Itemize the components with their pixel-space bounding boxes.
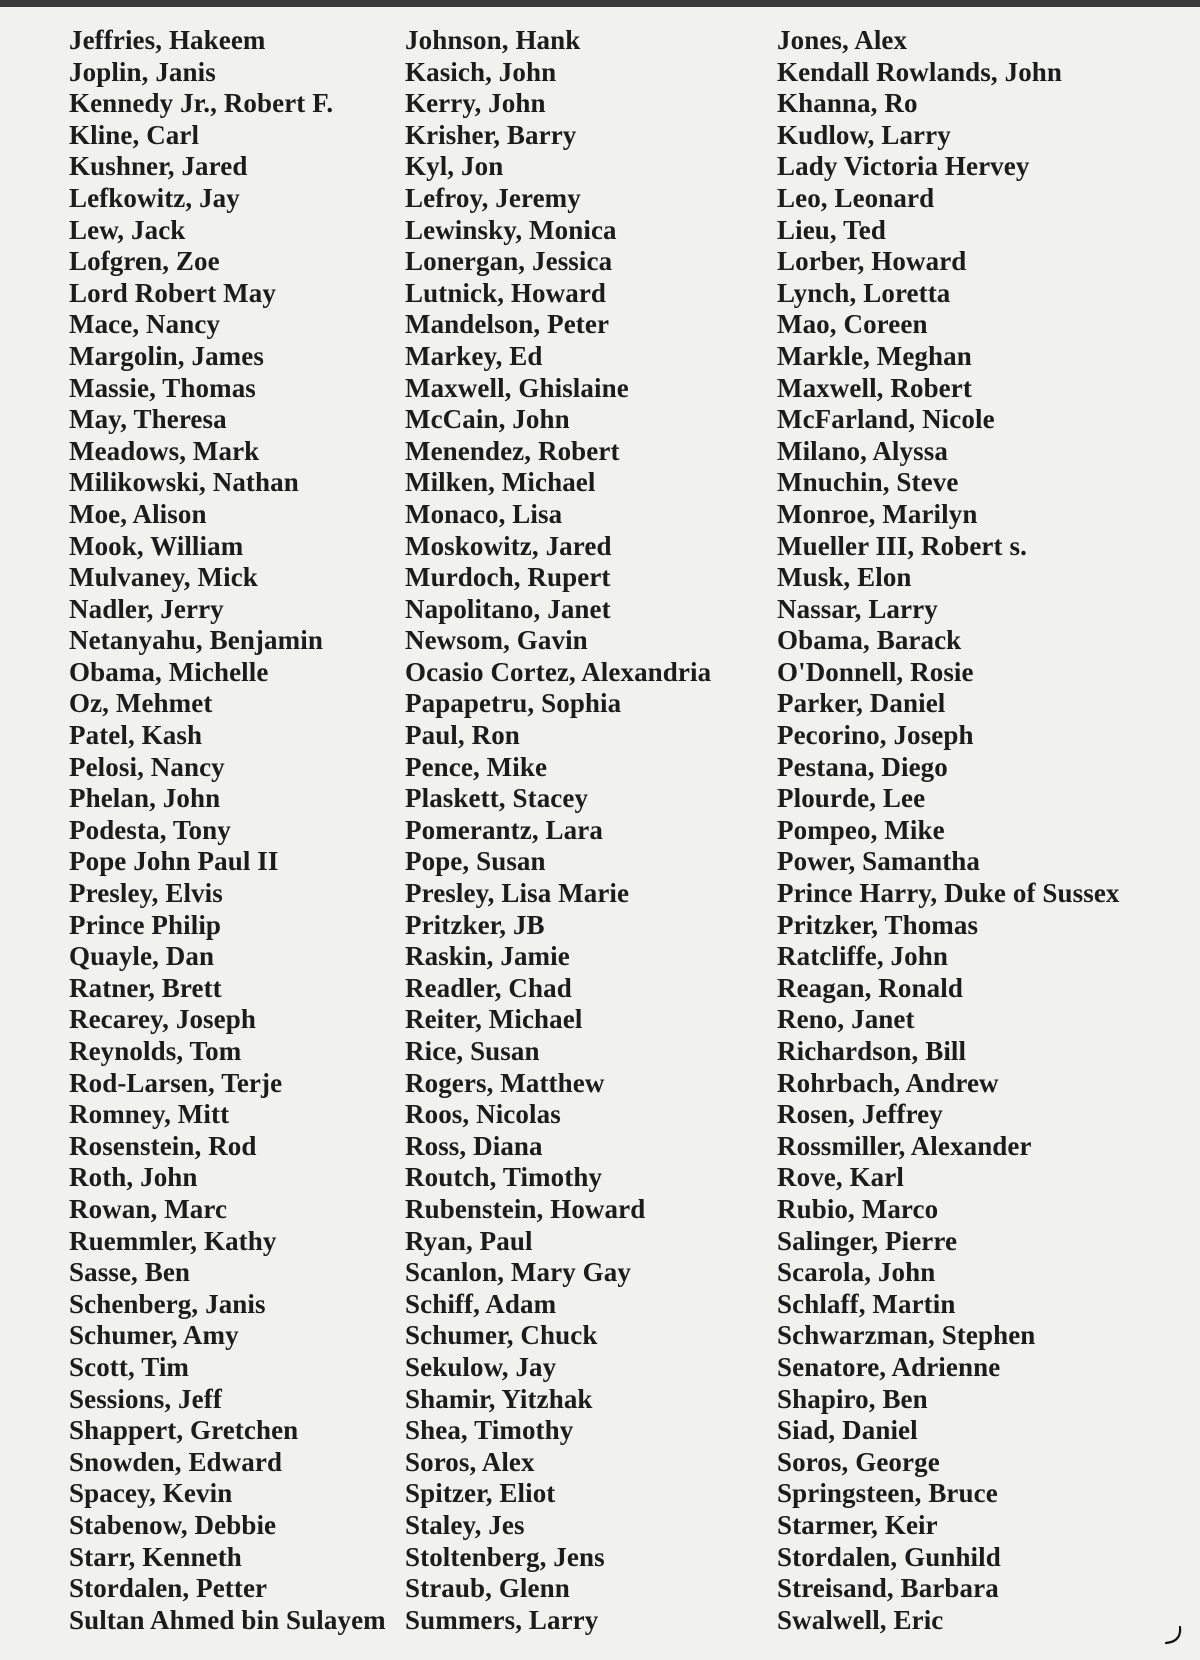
name-entry: Sultan Ahmed bin Sulayem bbox=[69, 1604, 386, 1635]
name-entry: Meadows, Mark bbox=[69, 435, 260, 466]
name-entry: Milken, Michael bbox=[405, 467, 596, 498]
name-entry: Parker, Daniel bbox=[777, 688, 946, 719]
name-entry: Pritzker, Thomas bbox=[777, 909, 979, 940]
name-entry: Shea, Timothy bbox=[405, 1415, 574, 1446]
name-entry: Reiter, Michael bbox=[405, 1004, 583, 1035]
name-entry: Lady Victoria Hervey bbox=[777, 151, 1030, 182]
name-entry: Pope John Paul II bbox=[69, 846, 279, 877]
name-entry: Prince Philip bbox=[69, 909, 222, 940]
name-entry: Khanna, Ro bbox=[777, 88, 918, 119]
name-entry: Rohrbach, Andrew bbox=[777, 1067, 999, 1098]
name-entry: Obama, Michelle bbox=[69, 656, 269, 687]
name-entry: Monaco, Lisa bbox=[405, 498, 563, 529]
name-entry: Obama, Barack bbox=[777, 625, 962, 656]
name-entry: Milikowski, Nathan bbox=[69, 467, 299, 498]
name-entry: Napolitano, Janet bbox=[405, 593, 611, 624]
name-entry: Joplin, Janis bbox=[69, 56, 216, 87]
name-entry: Sasse, Ben bbox=[69, 1257, 191, 1288]
name-entry: McFarland, Nicole bbox=[777, 404, 995, 435]
name-entry: Kendall Rowlands, John bbox=[777, 56, 1063, 87]
name-entry: Paul, Ron bbox=[405, 720, 520, 751]
name-entry: Nassar, Larry bbox=[777, 593, 938, 624]
name-entry: Kyl, Jon bbox=[405, 151, 504, 182]
name-entry: Summers, Larry bbox=[405, 1604, 599, 1635]
name-entry: Schiff, Adam bbox=[405, 1288, 557, 1319]
name-entry: Massie, Thomas bbox=[69, 372, 256, 403]
name-entry: Lynch, Loretta bbox=[777, 277, 951, 308]
name-entry: Lutnick, Howard bbox=[405, 277, 607, 308]
name-entry: Prince Harry, Duke of Sussex bbox=[777, 878, 1120, 909]
name-entry: Newsom, Gavin bbox=[405, 625, 588, 656]
name-entry: Podesta, Tony bbox=[69, 814, 231, 845]
name-entry: Papapetru, Sophia bbox=[405, 688, 622, 719]
name-entry: Ross, Diana bbox=[405, 1130, 543, 1161]
name-entry: Rubenstein, Howard bbox=[405, 1193, 646, 1224]
name-entry: Reno, Janet bbox=[777, 1004, 915, 1035]
name-entry: Margolin, James bbox=[69, 340, 264, 371]
name-entry: Pope, Susan bbox=[405, 846, 546, 877]
name-entry: Pomerantz, Lara bbox=[405, 814, 603, 845]
name-entry: Springsteen, Bruce bbox=[777, 1478, 998, 1509]
name-entry: Pompeo, Mike bbox=[777, 814, 945, 845]
name-entry: Kudlow, Larry bbox=[777, 119, 951, 150]
name-entry: Pecorino, Joseph bbox=[777, 720, 974, 751]
name-entry: Lofgren, Zoe bbox=[69, 246, 220, 277]
name-entry: Rubio, Marco bbox=[777, 1193, 939, 1224]
name-entry: Mook, William bbox=[69, 530, 244, 561]
name-entry: Leo, Leonard bbox=[777, 182, 935, 213]
name-entry: Rowan, Marc bbox=[69, 1193, 228, 1224]
name-entry: Mandelson, Peter bbox=[405, 309, 610, 340]
name-entry: Mao, Coreen bbox=[777, 309, 928, 340]
name-entry: Jeffries, Hakeem bbox=[69, 25, 266, 55]
name-entry: Kushner, Jared bbox=[69, 151, 248, 182]
name-entry: Scarola, John bbox=[777, 1257, 936, 1288]
name-entry: Shappert, Gretchen bbox=[69, 1415, 299, 1446]
name-entry: Mnuchin, Steve bbox=[777, 467, 959, 498]
name-entry: Reynolds, Tom bbox=[69, 1036, 242, 1066]
name-entry: Mace, Nancy bbox=[69, 309, 221, 340]
name-entry: May, Theresa bbox=[69, 404, 227, 435]
name-entry: Starmer, Keir bbox=[777, 1509, 938, 1540]
name-entry: Readler, Chad bbox=[405, 972, 572, 1003]
name-entry: Reagan, Ronald bbox=[777, 972, 963, 1003]
name-entry: Straub, Glenn bbox=[405, 1573, 570, 1604]
name-entry: Streisand, Barbara bbox=[777, 1573, 999, 1604]
name-entry: Lord Robert May bbox=[69, 277, 276, 308]
name-entry: Lonergan, Jessica bbox=[405, 246, 613, 277]
name-entry: Krisher, Barry bbox=[405, 119, 577, 150]
name-entry: Presley, Elvis bbox=[69, 878, 223, 909]
name-entry: Ocasio Cortez, Alexandria bbox=[405, 656, 712, 687]
name-entry: Lorber, Howard bbox=[777, 246, 967, 277]
name-entry: Nadler, Jerry bbox=[69, 593, 224, 624]
name-entry: Maxwell, Robert bbox=[777, 372, 972, 403]
scanned-name-list-page bbox=[0, 7, 1200, 1660]
name-entry: Roth, John bbox=[69, 1162, 198, 1193]
name-entry: Stordalen, Petter bbox=[69, 1573, 268, 1604]
name-entry: O'Donnell, Rosie bbox=[777, 656, 974, 687]
name-entry: Monroe, Marilyn bbox=[777, 498, 978, 529]
name-entry: Markey, Ed bbox=[405, 340, 543, 371]
name-entry: Netanyahu, Benjamin bbox=[69, 625, 323, 656]
name-entry: Kasich, John bbox=[405, 56, 557, 87]
name-entry: Starr, Kenneth bbox=[69, 1541, 242, 1572]
name-entry: Rove, Karl bbox=[777, 1162, 904, 1193]
name-column-2 bbox=[405, 25, 711, 1636]
name-entry: Snowden, Edward bbox=[69, 1446, 283, 1477]
name-entry: Moe, Alison bbox=[69, 498, 207, 529]
name-entry: Spitzer, Eliot bbox=[405, 1478, 556, 1509]
name-entry: Schlaff, Martin bbox=[777, 1288, 956, 1319]
name-entry: Soros, George bbox=[777, 1446, 940, 1477]
name-entry: Maxwell, Ghislaine bbox=[405, 372, 629, 403]
name-entry: Rosen, Jeffrey bbox=[777, 1099, 943, 1130]
name-entry: Sessions, Jeff bbox=[69, 1383, 222, 1414]
name-entry: Raskin, Jamie bbox=[405, 941, 570, 972]
name-entry: Sekulow, Jay bbox=[405, 1351, 557, 1382]
name-entry: Ratcliffe, John bbox=[777, 941, 948, 972]
name-entry: Lew, Jack bbox=[69, 214, 186, 245]
name-entry: Rogers, Matthew bbox=[405, 1067, 605, 1098]
name-entry: Romney, Mitt bbox=[69, 1099, 230, 1130]
name-entry: Salinger, Pierre bbox=[777, 1225, 958, 1256]
name-entry: Plourde, Lee bbox=[777, 783, 926, 814]
name-entry: Schumer, Chuck bbox=[405, 1320, 598, 1351]
name-entry: Shapiro, Ben bbox=[777, 1383, 928, 1414]
name-entry: Lewinsky, Monica bbox=[405, 214, 617, 245]
name-entry: Kerry, John bbox=[405, 88, 546, 119]
name-entry: Soros, Alex bbox=[405, 1446, 535, 1477]
name-column-1 bbox=[69, 25, 386, 1636]
name-entry: Ruemmler, Kathy bbox=[69, 1225, 277, 1256]
name-column-3 bbox=[777, 25, 1120, 1636]
name-entry: Phelan, John bbox=[69, 783, 221, 814]
name-entry: Shamir, Yitzhak bbox=[405, 1383, 593, 1414]
name-entry: Lefroy, Jeremy bbox=[405, 182, 581, 213]
name-entry: Staley, Jes bbox=[405, 1509, 525, 1540]
top-edge-bar bbox=[0, 0, 1200, 7]
name-entry: Pritzker, JB bbox=[405, 909, 545, 940]
name-entry: Mulvaney, Mick bbox=[69, 562, 258, 593]
name-entry: McCain, John bbox=[405, 404, 570, 435]
name-entry: Recarey, Joseph bbox=[69, 1004, 256, 1035]
name-entry: Schumer, Amy bbox=[69, 1320, 239, 1351]
name-entry: Pelosi, Nancy bbox=[69, 751, 225, 782]
name-entry: Rosenstein, Rod bbox=[69, 1130, 257, 1161]
name-entry: Stordalen, Gunhild bbox=[777, 1541, 1001, 1572]
name-entry: Rod-Larsen, Terje bbox=[69, 1067, 283, 1098]
name-entry: Rossmiller, Alexander bbox=[777, 1130, 1032, 1161]
name-entry: Routch, Timothy bbox=[405, 1162, 603, 1193]
name-entry: Scanlon, Mary Gay bbox=[405, 1257, 631, 1288]
name-entry: Presley, Lisa Marie bbox=[405, 878, 630, 909]
name-entry: Spacey, Kevin bbox=[69, 1478, 233, 1509]
page-curl-icon bbox=[1162, 1624, 1184, 1646]
name-entry: Murdoch, Rupert bbox=[405, 562, 611, 593]
name-entry: Plaskett, Stacey bbox=[405, 783, 589, 814]
name-entry: Ratner, Brett bbox=[69, 972, 222, 1003]
name-entry: Pestana, Diego bbox=[777, 751, 948, 782]
name-entry: Senatore, Adrienne bbox=[777, 1351, 1001, 1382]
name-entry: Roos, Nicolas bbox=[405, 1099, 561, 1130]
name-entry: Kline, Carl bbox=[69, 119, 200, 150]
name-entry: Rice, Susan bbox=[405, 1036, 540, 1066]
name-entry: Scott, Tim bbox=[69, 1351, 190, 1382]
name-entry: Lefkowitz, Jay bbox=[69, 182, 240, 213]
name-entry: Stabenow, Debbie bbox=[69, 1509, 277, 1540]
name-entry: Stoltenberg, Jens bbox=[405, 1541, 605, 1572]
name-entry: Mueller III, Robert s. bbox=[777, 530, 1027, 561]
name-entry: Siad, Daniel bbox=[777, 1415, 918, 1446]
name-entry: Johnson, Hank bbox=[405, 25, 581, 55]
name-entry: Milano, Alyssa bbox=[777, 435, 948, 466]
name-entry: Ryan, Paul bbox=[405, 1225, 533, 1256]
name-entry: Oz, Mehmet bbox=[69, 688, 213, 719]
name-entry: Quayle, Dan bbox=[69, 941, 215, 972]
name-entry: Menendez, Robert bbox=[405, 435, 620, 466]
name-entry: Patel, Kash bbox=[69, 720, 203, 751]
name-entry: Moskowitz, Jared bbox=[405, 530, 612, 561]
name-entry: Schenberg, Janis bbox=[69, 1288, 266, 1319]
name-entry: Pence, Mike bbox=[405, 751, 548, 782]
name-entry: Jones, Alex bbox=[777, 25, 908, 55]
name-entry: Swalwell, Eric bbox=[777, 1604, 944, 1635]
name-entry: Markle, Meghan bbox=[777, 340, 972, 371]
name-entry: Lieu, Ted bbox=[777, 214, 886, 245]
name-entry: Kennedy Jr., Robert F. bbox=[69, 88, 334, 119]
name-entry: Musk, Elon bbox=[777, 562, 912, 593]
name-entry: Schwarzman, Stephen bbox=[777, 1320, 1036, 1351]
name-entry: Richardson, Bill bbox=[777, 1036, 967, 1066]
name-entry: Power, Samantha bbox=[777, 846, 981, 877]
